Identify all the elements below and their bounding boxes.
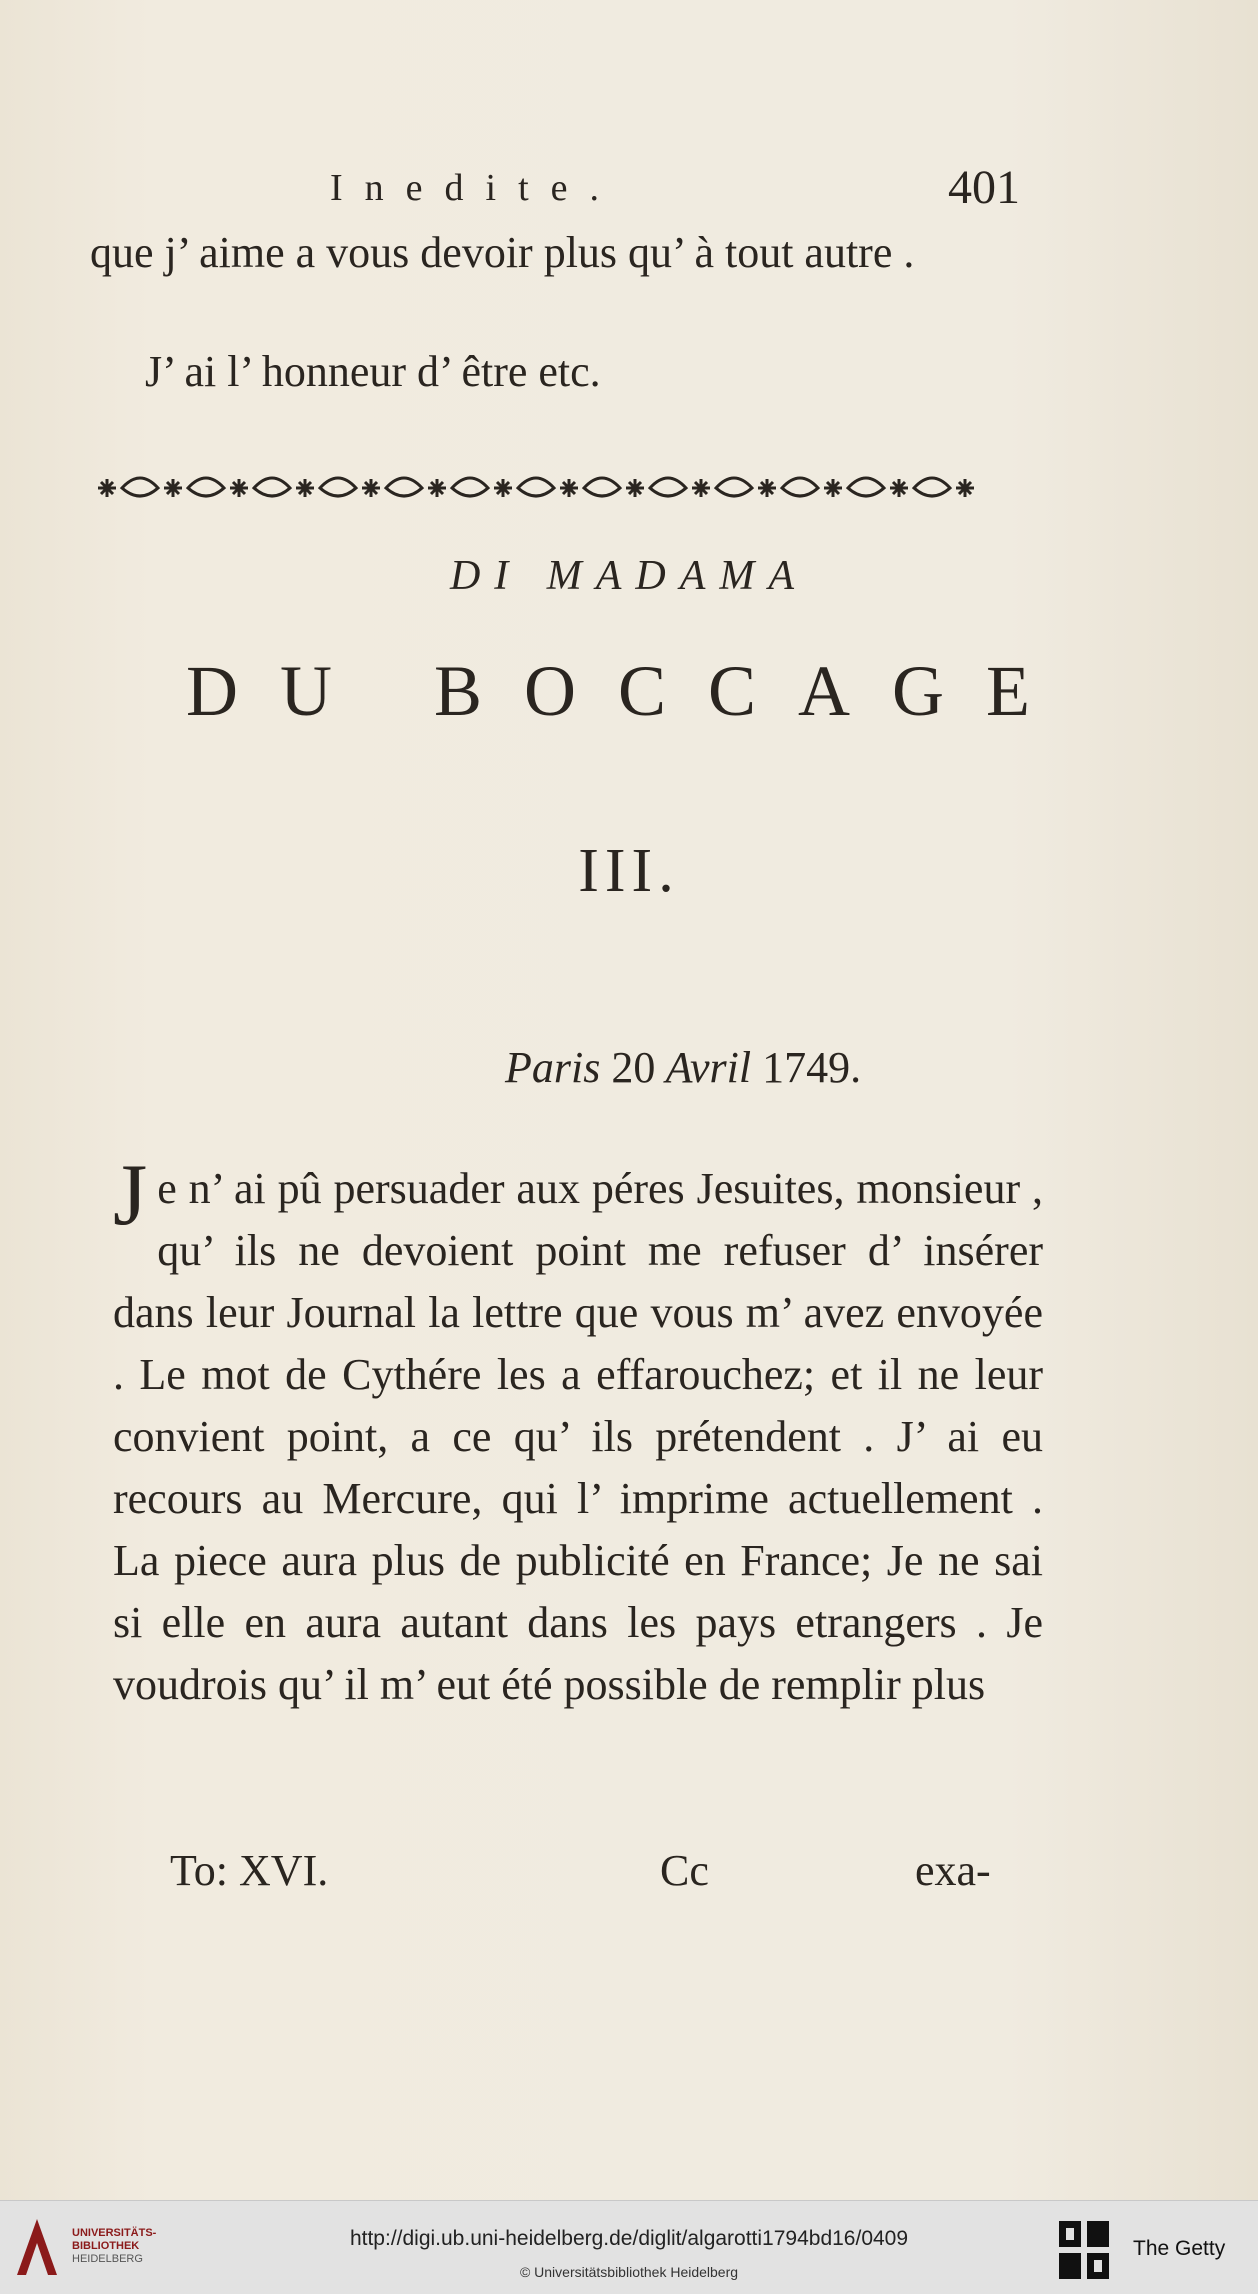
library-name-line3: HEIDELBERG xyxy=(72,2253,143,2265)
letter-author-name: DU BOCCAGE xyxy=(185,651,1073,731)
letter-number: III. xyxy=(578,837,680,905)
dateline-place: Paris xyxy=(505,1043,601,1092)
header-title: Inedite. xyxy=(330,167,622,209)
catchword: exa- xyxy=(915,1846,991,1895)
getty-logo-icon[interactable] xyxy=(1057,2219,1111,2281)
opening-text: que j’ aime a vous devoir plus qu’ à tout autre . xyxy=(90,228,915,277)
library-name-line2: BIBLIOTHEK xyxy=(72,2240,140,2252)
signature-mark: To: XVI. xyxy=(170,1846,329,1895)
letter-author-prefix: DI MADAMA xyxy=(449,553,809,599)
gathering-mark: Cc xyxy=(660,1846,709,1895)
ornament-divider xyxy=(95,458,1025,518)
letter-body-text: e n’ ai pû persuader aux péres Jesuites, monsieur , qu’ ils ne devoient point me refuser d’ insérer dans leur Journal la lettre que vous m’ avez envoyée . Le mot de Cythére les a effarouchez; et il ne leur convient point, a ce qu’ ils prétendent . J’ ai eu recours au Mercure, qui l’ imprime actuellement . La piece aura plus de publicité en France; Je ne sai si elle en aura autant dans les pays etrangers . Je voudrois qu’ il m’ eut été possible de remplir plus xyxy=(113,1164,1043,1709)
permalink-url[interactable]: http://digi.ub.uni-heidelberg.de/diglit/algarotti1794bd16/0409 xyxy=(349,2227,909,2250)
closing-formula: J’ ai l’ honneur d’ être etc. xyxy=(145,347,601,396)
letter-body xyxy=(113,1147,1043,1716)
dateline-day: 20 xyxy=(611,1043,656,1092)
dateline xyxy=(505,1042,861,1093)
page-footer xyxy=(170,1845,1000,1905)
page-number: 401 xyxy=(948,161,1020,214)
library-name-line1: UNIVERSITÄTS- xyxy=(72,2227,157,2239)
drop-cap: J xyxy=(113,1147,148,1244)
copyright-notice: © Universitätsbibliothek Heidelberg xyxy=(519,2264,739,2280)
viewer-footer-bar xyxy=(0,2200,1258,2294)
running-header xyxy=(330,160,1020,220)
dateline-month: Avril xyxy=(665,1043,752,1092)
partner-name[interactable]: The Getty xyxy=(1133,2237,1226,2260)
dateline-year: 1749. xyxy=(762,1043,862,1092)
